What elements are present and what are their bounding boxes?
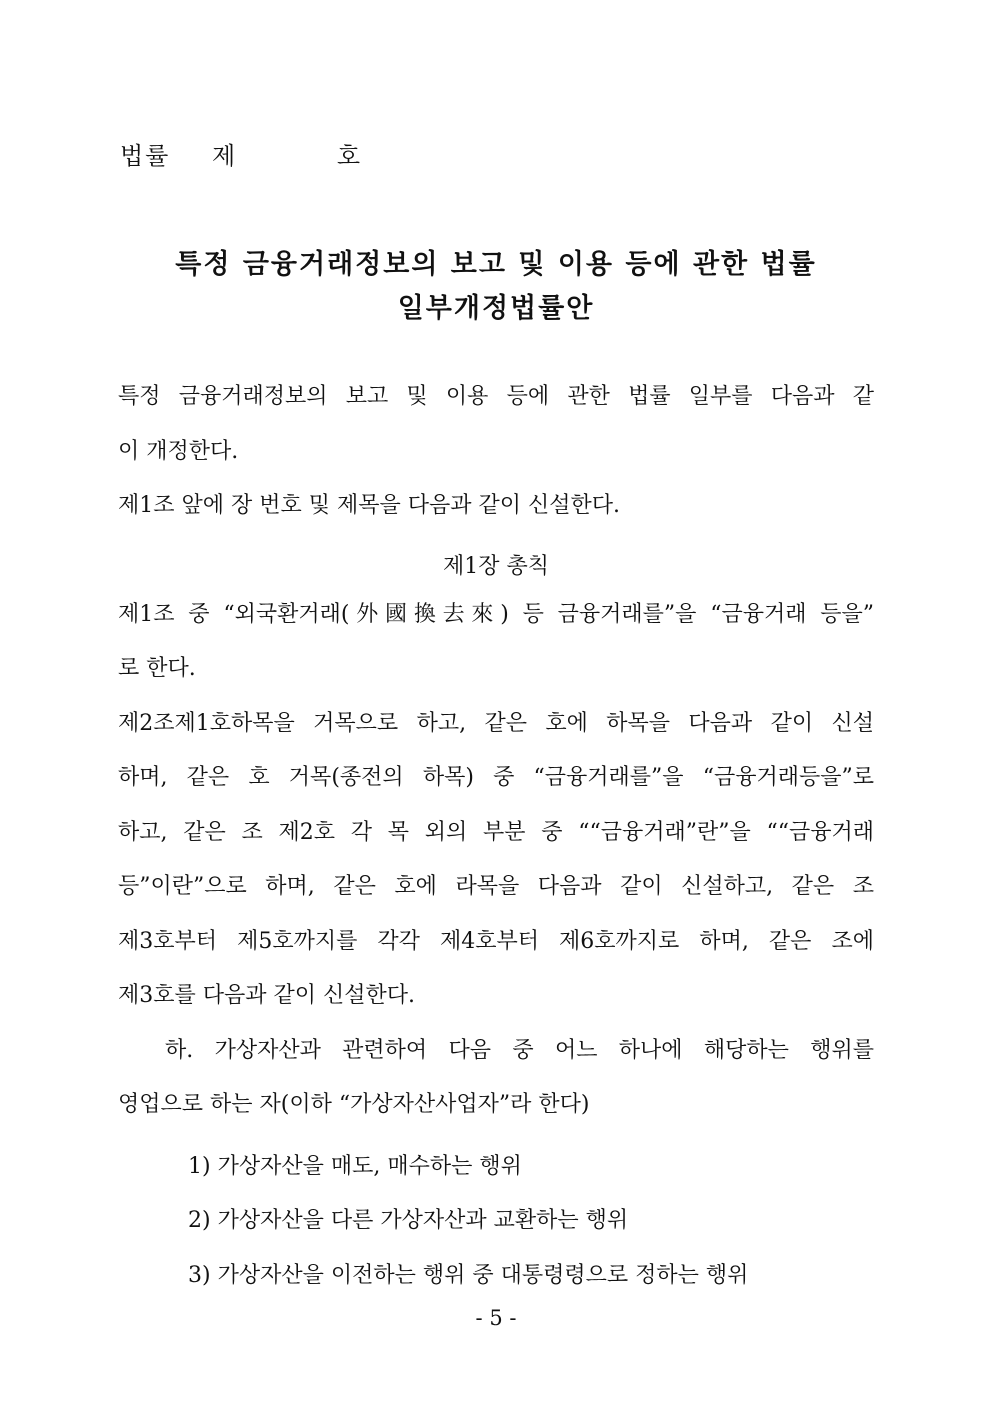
- subitem-1: 1) 가상자산을 매도, 매수하는 행위: [188, 1154, 522, 1179]
- subitem-2: 2) 가상자산을 다른 가상자산과 교환하는 행위: [188, 1208, 629, 1233]
- chapter-heading: 제1장 총칙: [443, 554, 549, 579]
- intro-line-1: 특정 금융거래정보의 보고 및 이용 등에 관한 법률 일부를 다음과 같: [118, 384, 874, 409]
- document-title-line2: 일부개정법률안: [397, 293, 595, 324]
- page-number: - 5 -: [475, 1306, 517, 1330]
- art1-pre-line: 제1조 앞에 장 번호 및 제목을 다음과 같이 신설한다.: [118, 493, 620, 518]
- art2-change-line-1: 제2조제1호하목을 거목으로 하고, 같은 호에 하목을 다음과 같이 신설: [118, 711, 874, 736]
- item-ha-line-1: 하. 가상자산과 관련하여 다음 중 어느 하나에 해당하는 행위를: [165, 1038, 874, 1063]
- item-ha-line-2: 영업으로 하는 자(이하 “가상자산사업자”라 한다): [118, 1092, 590, 1117]
- art2-change-line-2: 하며, 같은 호 거목(종전의 하목) 중 “금융거래를”을 “금융거래등을”로: [118, 765, 874, 790]
- art1-change-line-1: 제1조 중 “외국환거래(外國換去來) 등 금융거래를”을 “금융거래 등을”: [118, 602, 874, 627]
- art1-change-line-2: 로 한다.: [118, 656, 196, 681]
- art2-change-line-4: 등”이란”으로 하며, 같은 호에 라목을 다음과 같이 신설하고, 같은 조: [118, 874, 874, 899]
- art2-change-line-3: 하고, 같은 조 제2호 각 목 외의 부분 중 ““금융거래”란”을 ““금융거래: [118, 820, 874, 845]
- law-number-line: [120, 136, 362, 171]
- intro-line-2: 이 개정한다.: [118, 439, 239, 464]
- art2-change-line-6: 제3호를 다음과 같이 신설한다.: [118, 983, 415, 1008]
- art2-change-line-5: 제3호부터 제5호까지를 각각 제4호부터 제6호까지로 하며, 같은 조에: [118, 929, 874, 954]
- law-number-suffix: 호: [336, 142, 363, 170]
- law-number-mid: 제: [212, 142, 238, 170]
- document-title-line1: 특정 금융거래정보의 보고 및 이용 등에 관한 법률: [175, 249, 817, 280]
- subitem-3: 3) 가상자산을 이전하는 행위 중 대통령령으로 정하는 행위: [188, 1263, 749, 1288]
- law-number-prefix: 법률: [120, 142, 171, 170]
